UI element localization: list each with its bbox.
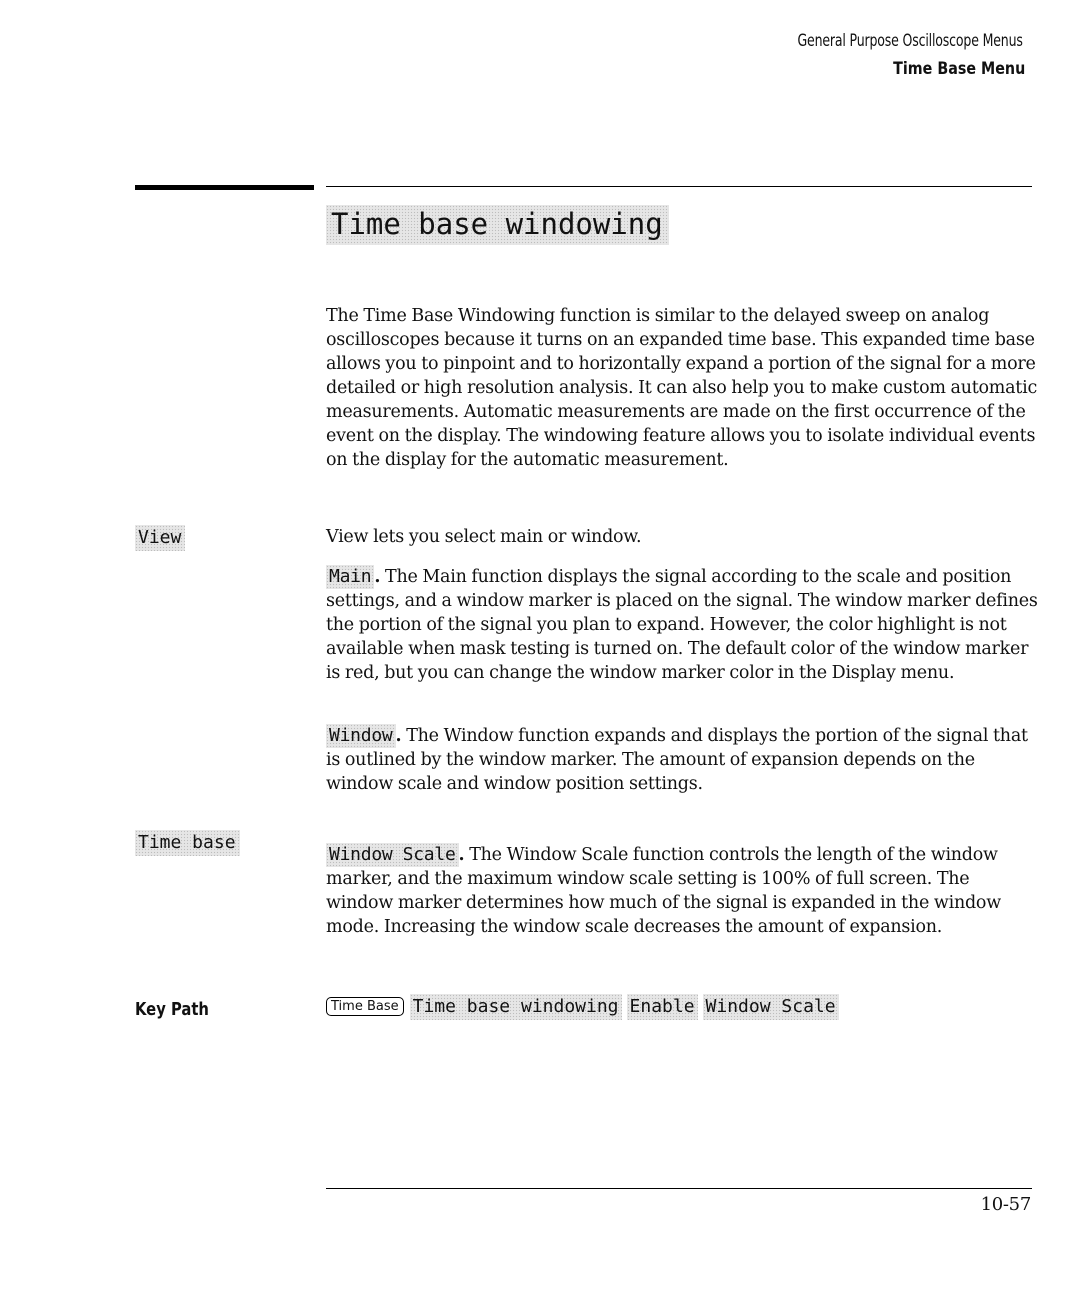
window-scale-text: The Window Scale function controls the length of the window marker, and the maximum window scale setting is 100% of full screen. The window marker determines how much of the signal is expanded in the window mode. Increasing the window scale decreases the amount of expansion.	[326, 845, 1001, 937]
main-softkey: Main	[326, 565, 374, 589]
footer-rule	[326, 1188, 1032, 1189]
window-softkey: Window	[326, 724, 396, 748]
section-rule-thin	[326, 186, 1032, 187]
key-path-sequence	[326, 996, 844, 1017]
window-paragraph: Window . The Window function expands and displays the portion of the signal that is outlined by the window marker. The amount of expansion depends on the window scale and window position settings.	[326, 725, 1028, 794]
view-softkey-label: View	[135, 525, 185, 551]
key-path-label: Key Path	[135, 999, 209, 1020]
main-paragraph: Main . The Main function displays the signal according to the scale and position settings, and a window marker is placed on the signal. The window marker defines the portion of the signal you plan to expand. However, the color highlight is not available when mask testing is turned on. The default color of the window marker is red, but you can change the window marker color in the Display menu.	[326, 566, 1038, 683]
intro-paragraph: The Time Base Windowing function is similar to the delayed sweep on analog oscilloscopes because it turns on an expanded time base. This expanded time base allows you to pinpoint and to horizontally expand a portion of the signal for a more detailed or high resolution analysis. It can also help you to make custom automatic measurements. Automatic measurements are made on the first occurrence of the event on the display. The windowing feature allows you to isolate individual events on the display for the automatic measurement.	[326, 306, 1037, 470]
main-text: The Main function displays the signal according to the scale and position settings, and a window marker is placed on the signal. The window marker defines the portion of the signal you plan to expand. However, the color highlight is not available when mask testing is turned on. The default color of the window marker is red, but you can change the window marker color in the Display menu.	[326, 567, 1038, 683]
running-header-subsection: Time Base Menu	[892, 59, 1025, 79]
section-rule-thick	[135, 185, 314, 190]
key-path-softkey-windowing: Time base windowing	[410, 994, 622, 1020]
window-scale-softkey: Window Scale	[326, 843, 459, 867]
view-description: View lets you select main or window.	[326, 527, 642, 547]
time-base-softkey-label: Time base	[135, 830, 240, 856]
window-text: The Window function expands and displays the portion of the signal that is outlined by the window marker. The amount of expansion depends on the window scale and window position settings.	[326, 726, 1028, 794]
key-path-softkey-enable: Enable	[627, 994, 698, 1020]
window-scale-paragraph: Window Scale . The Window Scale function controls the length of the window marker, and the maximum window scale setting is 100% of full screen. The window marker determines how much of the signal is expanded in the window mode. Increasing the window scale decreases the amount of expansion.	[326, 844, 1001, 937]
running-header-section: General Purpose Oscilloscope Menus	[797, 31, 1023, 51]
time-base-hardkey: Time Base	[326, 997, 404, 1016]
page-number: 10-57	[980, 1194, 1031, 1215]
key-path-softkey-window-scale: Window Scale	[703, 994, 839, 1020]
page-title-softkey: Time base windowing	[326, 205, 669, 245]
